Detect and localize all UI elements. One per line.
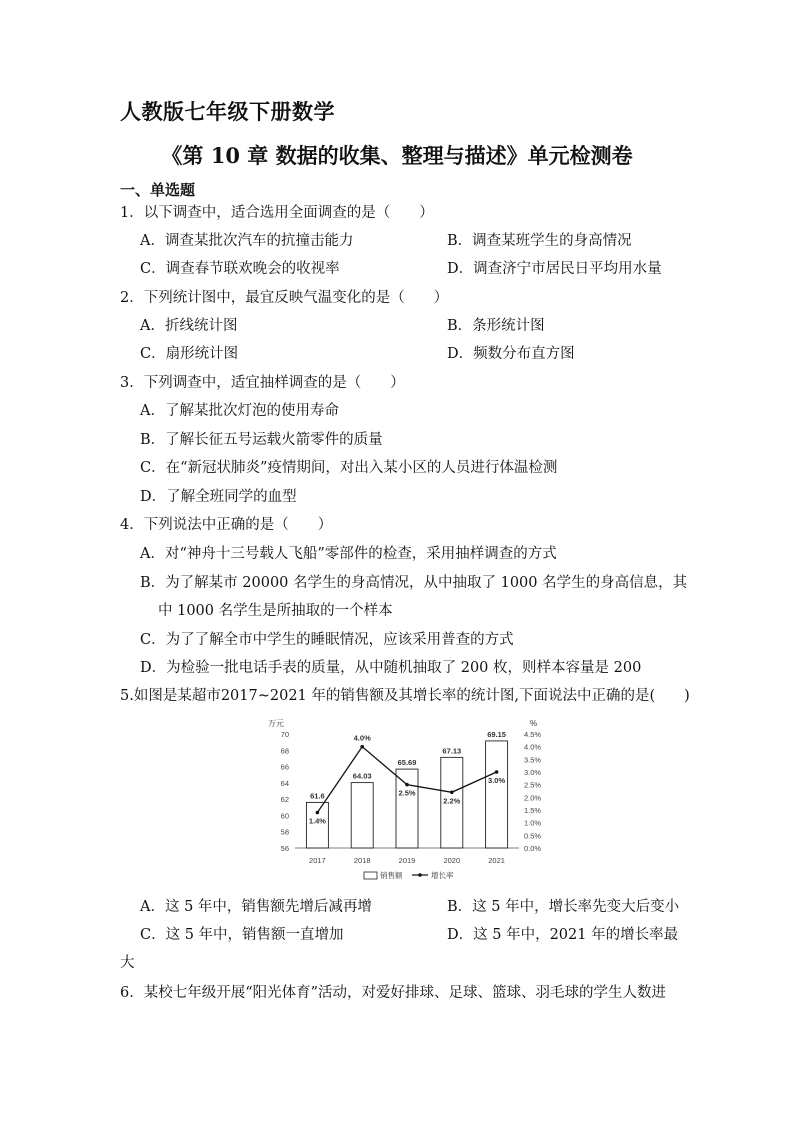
y2-tick-label: 2.0% bbox=[524, 793, 542, 803]
question-4-option-b: B．为了解某市 20000 名学生的身高情况，从中抽取了 1000 名学生的身高信息，其 bbox=[140, 575, 688, 591]
x-tick-label: 2017 bbox=[309, 856, 326, 865]
question-5-option-a: A．这 5 年中，销售额先增后减再增 bbox=[140, 899, 372, 915]
question-6-stem: 6．某校七年级开展“阳光体育”活动，对爱好排球、足球、篮球、羽毛球的学生人数进 bbox=[120, 985, 667, 1001]
y-tick-label: 58 bbox=[280, 827, 289, 837]
question-1-option-d: D．调查济宁市居民日平均用水量 bbox=[447, 261, 662, 277]
bar-2018 bbox=[351, 783, 373, 848]
x-tick-label: 2018 bbox=[353, 856, 371, 865]
x-tick-label: 2021 bbox=[488, 856, 505, 865]
question-5-option-d: D．这 5 年中，2021 年的增长率最 bbox=[447, 927, 679, 943]
y-tick-label: 56 bbox=[280, 844, 289, 853]
y-tick-label: 60 bbox=[280, 811, 289, 821]
question-1-option-c: C．调查春节联欢晚会的收视率 bbox=[140, 261, 340, 277]
sales-growth-chart bbox=[262, 712, 562, 887]
y2-tick-label: 3.0% bbox=[524, 768, 542, 777]
y-tick-label: 64 bbox=[280, 778, 289, 788]
question-3-option-b: B．了解长征五号运载火箭零件的质量 bbox=[140, 432, 383, 448]
question-3-option-c: C．在“新冠状肺炎”疫情期间，对出入某小区的人员进行体温检测 bbox=[140, 460, 558, 476]
question-1-option-b: B．调查某班学生的身高情况 bbox=[447, 233, 632, 249]
y-tick-label: 62 bbox=[280, 795, 289, 805]
bar-value-label: 69.15 bbox=[487, 729, 506, 739]
question-4-option-a: A．对“神舟十三号载人飞船”零部件的检查，采用抽样调查的方式 bbox=[140, 546, 557, 562]
question-5-stem: 5.如图是某超市2017~2021 年的销售额及其增长率的统计图,下面说法中正确的是( ) bbox=[120, 688, 690, 704]
growth-value-label: 3.0% bbox=[488, 776, 506, 785]
y2-tick-label: 0.5% bbox=[524, 831, 542, 841]
growth-point-2021 bbox=[495, 770, 499, 774]
question-3-option-d: D．了解全班同学的血型 bbox=[140, 489, 297, 505]
growth-value-label: 2.2% bbox=[443, 796, 461, 806]
legend-label-growth: 增长率 bbox=[431, 871, 454, 880]
y-tick-label: 68 bbox=[280, 746, 289, 756]
bar-value-label: 67.13 bbox=[442, 746, 462, 756]
y2-axis-unit-label: % bbox=[530, 719, 538, 728]
y2-tick-label: 3.5% bbox=[524, 755, 542, 765]
question-3-stem: 3．下列调查中，适宜抽样调查的是（ ） bbox=[120, 375, 405, 391]
y2-tick-label: 4.0% bbox=[524, 742, 542, 752]
y2-tick-label: 1.5% bbox=[524, 806, 542, 815]
bar-2021 bbox=[486, 741, 508, 848]
question-4-option-d: D．为检验一批电话手表的质量，从中随机抽取了 200 枚，则样本容量是 200 bbox=[140, 660, 642, 676]
y2-tick-label: 1.0% bbox=[524, 818, 542, 828]
y-tick-label: 66 bbox=[280, 762, 289, 772]
question-2-option-d: D．频数分布直方图 bbox=[447, 346, 575, 362]
y2-tick-label: 2.5% bbox=[524, 780, 542, 790]
legend-label-sales: 销售额 bbox=[380, 871, 403, 880]
question-4-stem: 4．下列说法中正确的是（ ） bbox=[120, 517, 333, 533]
question-4-option-c: C．为了了解全市中学生的睡眠情况，应该采用普查的方式 bbox=[140, 632, 514, 648]
growth-point-2018 bbox=[360, 745, 364, 749]
bar-value-label: 61.6 bbox=[310, 791, 325, 801]
question-5-option-c: C．这 5 年中，销售额一直增加 bbox=[140, 927, 344, 943]
growth-point-2019 bbox=[405, 783, 409, 787]
question-2-option-a: A．折线统计图 bbox=[140, 318, 238, 334]
legend-bar-swatch bbox=[364, 872, 377, 879]
x-tick-label: 2019 bbox=[398, 856, 416, 865]
bar-value-label: 64.03 bbox=[352, 771, 372, 781]
y2-tick-label: 0.0% bbox=[524, 844, 542, 853]
y-tick-label: 70 bbox=[280, 730, 289, 739]
growth-point-2020 bbox=[450, 790, 454, 794]
doc-subtitle: 《第 10 章 数据的收集、整理与描述》单元检测卷 bbox=[161, 143, 633, 168]
question-2-stem: 2．下列统计图中，最宜反映气温变化的是（ ） bbox=[120, 290, 449, 306]
x-tick-label: 2020 bbox=[443, 856, 461, 865]
question-1-option-a: A．调查某批次汽车的抗撞击能力 bbox=[140, 233, 354, 249]
growth-value-label: 1.4% bbox=[308, 816, 326, 826]
y-axis-unit-label: 万元 bbox=[268, 719, 284, 728]
question-4-option-b-continued: 中 1000 名学生是所抽取的一个样本 bbox=[158, 603, 393, 619]
bar-value-label: 65.69 bbox=[397, 758, 417, 768]
section-heading: 一、单选题 bbox=[120, 181, 196, 199]
y2-tick-label: 4.5% bbox=[524, 730, 542, 739]
question-5-option-d-continued: 大 bbox=[120, 955, 135, 971]
bar-2019 bbox=[396, 769, 418, 848]
question-2-option-c: C．扇形统计图 bbox=[140, 346, 239, 362]
question-5-option-b: B．这 5 年中，增长率先变大后变小 bbox=[447, 899, 680, 915]
growth-value-label: 4.0% bbox=[353, 733, 371, 743]
growth-value-label: 2.5% bbox=[398, 788, 416, 798]
question-3-option-a: A．了解某批次灯泡的使用寿命 bbox=[140, 403, 339, 419]
question-2-option-b: B．条形统计图 bbox=[447, 318, 545, 334]
question-1-stem: 1．以下调查中，适合选用全面调查的是（ ） bbox=[120, 205, 434, 221]
doc-title: 人教版七年级下册数学 bbox=[120, 99, 335, 124]
legend-line-marker bbox=[418, 873, 422, 877]
growth-point-2017 bbox=[316, 811, 320, 815]
